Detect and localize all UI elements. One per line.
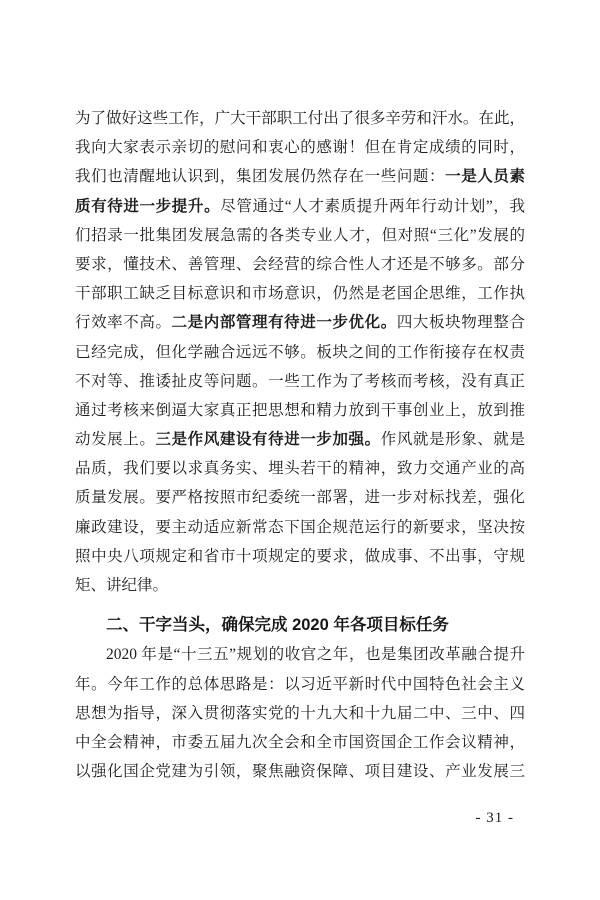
- bold-emphasis-text: 质有待进一步提升。: [75, 197, 221, 215]
- text-line: [75, 133, 525, 162]
- body-text: 质量发展。要严格按照市纪委统一部署，进一步对标找差，强化: [75, 489, 525, 507]
- text-line: [75, 192, 525, 221]
- body-text: 动发展上。: [75, 431, 156, 449]
- body-text: 作风就是形象、就是: [380, 431, 525, 449]
- text-line: [75, 728, 525, 757]
- text-line: [75, 221, 525, 250]
- body-text: 思想为指导，深入贯彻落实党的十九大和十九届二中、三中、四: [75, 704, 525, 722]
- text-line: [75, 670, 525, 699]
- text-line: [75, 367, 525, 396]
- body-text: 行效率不高。: [75, 314, 172, 332]
- text-line: [75, 542, 525, 571]
- text-line: [75, 513, 525, 542]
- section-heading: 二、干字当头，确保完成 2020 年各项目标任务: [106, 616, 449, 635]
- body-text: 通过考核来倒逼大家真正把思想和精力放到干事创业上，放到推: [75, 401, 525, 419]
- text-line: [75, 162, 525, 191]
- text-line: [75, 396, 525, 425]
- body-text: 四大板块物理整合: [396, 314, 525, 332]
- text-line: [75, 571, 525, 600]
- page-number: - 31 -: [475, 810, 514, 826]
- body-text: 已经完成，但化学融合远远不够。板块之间的工作衔接存在权责: [75, 343, 525, 361]
- text-line: [75, 454, 525, 483]
- text-line: [75, 699, 525, 728]
- text-line: [75, 757, 525, 786]
- body-text: 不对等、推诿扯皮等问题。一些工作为了考核而考核，没有真正: [75, 372, 525, 390]
- text-line: [75, 104, 525, 133]
- paragraph-continued: [75, 104, 525, 600]
- body-text: 品质，我们要以求真务实、埋头若干的精神，致力交通产业的高: [75, 460, 525, 478]
- body-text: 我向大家表示亲切的慰问和衷心的感谢！但在肯定成绩的同时，: [75, 139, 525, 157]
- text-line: [75, 425, 525, 454]
- body-text: 干部职工缺乏目标意识和市场意识，仍然是老国企思维，工作执: [75, 285, 525, 303]
- paragraph-overview: [75, 640, 525, 786]
- body-text: 以强化国企党建为引领，聚焦融资保障、项目建设、产业发展三: [75, 763, 525, 781]
- text-line: [75, 338, 525, 367]
- bold-emphasis-text: 三是作风建设有待进一步加强。: [155, 431, 381, 449]
- body-text: 中全会精神，市委五届九次全会和全市国资国企工作会议精神，: [75, 733, 525, 751]
- text-line: [75, 250, 525, 279]
- bold-emphasis-text: 一是人员素: [445, 168, 525, 186]
- body-text: 照中央八项规定和省市十项规定的要求，做成事、不出事，守规: [75, 547, 525, 565]
- body-text: 2020 年是“十三五”规划的收官之年，也是集团改革融合提升: [106, 646, 525, 664]
- text-line: [75, 483, 525, 512]
- text-line: [75, 279, 525, 308]
- body-text: 尽管通过“人才素质提升两年行动计划”，我: [220, 197, 525, 215]
- page-text-block: [75, 104, 525, 786]
- body-text: 要求，懂技术、善管理、会经营的综合性人才还是不够多。部分: [75, 255, 525, 273]
- text-line: [75, 640, 525, 669]
- text-line: [75, 308, 525, 337]
- body-text: 们招录一批集团发展急需的各类专业人才，但对照“三化”发展的: [75, 226, 525, 244]
- body-text: 廉政建设，要主动适应新常态下国企规范运行的新要求，坚决按: [75, 518, 525, 536]
- body-text: 年。今年工作的总体思路是：以习近平新时代中国特色社会主义: [75, 675, 525, 693]
- body-text: 为了做好这些工作，广大干部职工付出了很多辛劳和汗水。在此，: [75, 110, 525, 127]
- body-text: 矩、讲纪律。: [75, 577, 169, 594]
- bold-emphasis-text: 二是内部管理有待进一步优化。: [171, 314, 397, 332]
- body-text: 我们也清醒地认识到，集团发展仍然存在一些问题：: [75, 168, 446, 186]
